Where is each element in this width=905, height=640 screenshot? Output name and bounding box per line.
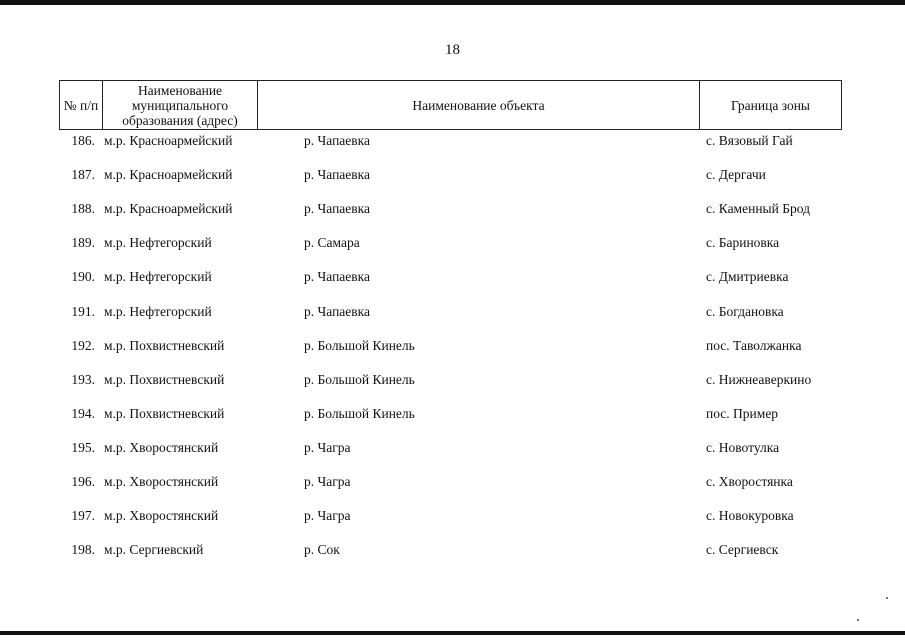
table-row	[0, 472, 905, 492]
table-row	[0, 302, 905, 322]
zone-cell: с. Новокуровка	[706, 508, 794, 524]
zone-cell: с. Сергиевск	[706, 542, 779, 558]
object-cell: р. Большой Кинель	[304, 405, 415, 421]
scan-bottom-edge	[0, 631, 905, 635]
zone-cell: пос. Таволжанка	[706, 337, 802, 353]
row-number: 195.	[71, 439, 95, 455]
object-cell: р. Чапаевка	[304, 303, 371, 319]
object-cell: р. Самара	[304, 235, 360, 251]
table-row	[0, 336, 905, 356]
table-header	[59, 80, 842, 130]
header-object: Наименование объекта	[412, 97, 545, 113]
object-cell: р. Большой Кинель	[304, 337, 415, 353]
municipality-cell: м.р. Похвистневский	[104, 405, 225, 421]
municipality-cell: м.р. Сергиевский	[104, 542, 204, 558]
zone-cell: с. Вязовый Гай	[706, 133, 793, 148]
object-cell: р. Чапаевка	[304, 269, 371, 285]
zone-cell: с. Богдановка	[706, 303, 784, 319]
row-number: 190.	[71, 269, 95, 285]
scan-speck	[886, 597, 888, 599]
zone-cell: с. Дергачи	[706, 167, 766, 183]
municipality-cell: м.р. Хворостянский	[104, 474, 219, 489]
header-municipality: Наименование муниципального образования (адрес)	[122, 82, 238, 128]
municipality-cell: м.р. Красноармейский	[104, 133, 233, 148]
scan-speck	[857, 619, 859, 621]
row-number: 196.	[71, 474, 95, 489]
row-number: 186.	[71, 133, 95, 148]
object-cell: р. Чагра	[304, 508, 351, 524]
table-row	[0, 131, 905, 151]
row-number: 197.	[71, 508, 95, 524]
header-zone: Граница зоны	[730, 97, 811, 113]
zone-cell: с. Хворостянка	[706, 474, 793, 489]
zone-cell: с. Нижнеаверкино	[706, 371, 812, 387]
table-row	[0, 540, 905, 560]
municipality-cell: м.р. Нефтегорский	[104, 303, 212, 319]
table-row	[0, 267, 905, 287]
row-number: 192.	[71, 337, 95, 353]
row-number: 198.	[71, 542, 95, 558]
scan-top-edge	[0, 0, 905, 5]
object-cell: р. Сок	[304, 542, 340, 558]
row-number: 191.	[71, 303, 95, 319]
object-cell: р. Чагра	[304, 474, 351, 489]
page-number: 18	[445, 42, 460, 58]
table-row	[0, 199, 905, 219]
municipality-cell: м.р. Красноармейский	[104, 201, 233, 217]
municipality-cell: м.р. Похвистневский	[104, 371, 225, 387]
object-cell: р. Большой Кинель	[304, 371, 415, 387]
municipality-cell: м.р. Красноармейский	[104, 167, 233, 183]
table-row	[0, 506, 905, 526]
row-number: 193.	[71, 371, 95, 387]
row-number: 194.	[71, 405, 95, 421]
row-number: 189.	[71, 235, 95, 251]
object-cell: р. Чапаевка	[304, 133, 371, 148]
municipality-cell: м.р. Хворостянский	[104, 439, 219, 455]
zone-cell: пос. Пример	[706, 405, 779, 421]
municipality-cell: м.р. Похвистневский	[104, 337, 225, 353]
zone-cell: с. Дмитриевка	[706, 269, 789, 285]
municipality-cell: м.р. Нефтегорский	[104, 235, 212, 251]
object-cell: р. Чапаевка	[304, 167, 371, 183]
row-number: 188.	[71, 201, 95, 217]
table-row	[0, 404, 905, 424]
row-number: 187.	[71, 167, 95, 183]
header-num: № п/п	[63, 97, 99, 113]
table-row	[0, 438, 905, 458]
object-cell: р. Чапаевка	[304, 201, 371, 217]
zone-cell: с. Каменный Брод	[706, 201, 810, 217]
table-row	[0, 233, 905, 253]
object-cell: р. Чагра	[304, 439, 351, 455]
table-row	[0, 165, 905, 185]
zone-cell: с. Новотулка	[706, 439, 780, 455]
table-row	[0, 370, 905, 390]
municipality-cell: м.р. Хворостянский	[104, 508, 219, 524]
zone-cell: с. Бариновка	[706, 235, 780, 251]
municipality-cell: м.р. Нефтегорский	[104, 269, 212, 285]
